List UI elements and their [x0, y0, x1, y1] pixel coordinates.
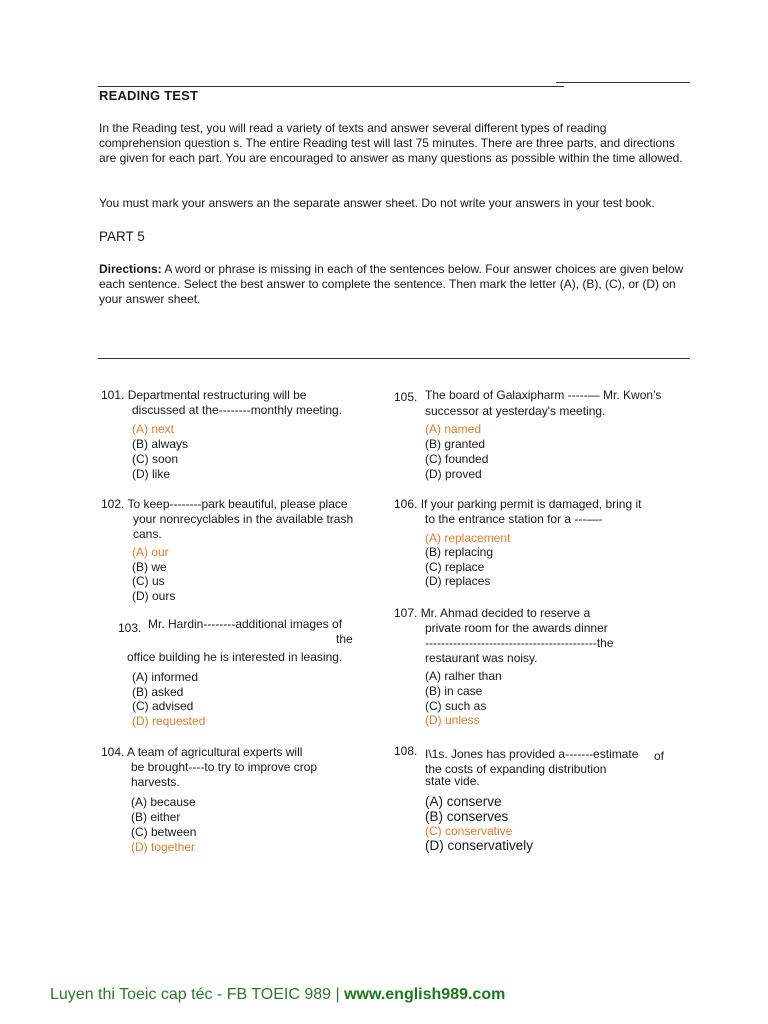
question-101 — [101, 388, 381, 418]
question-104 — [101, 745, 381, 790]
q101-option-a[interactable]: (A) next — [132, 422, 175, 436]
q103-option-d[interactable]: (D) requested — [132, 714, 206, 728]
q102-option-a[interactable]: (A) our — [132, 545, 169, 559]
q103-option-c[interactable]: (C) advised — [132, 699, 194, 713]
question-108-line1: I\1s. Jones has provided a-------estimate — [425, 747, 639, 761]
directions-label: Directions: — [99, 262, 162, 276]
page-title: READING TEST — [99, 88, 199, 103]
q105-option-d[interactable]: (D) proved — [425, 467, 482, 481]
q102-option-c[interactable]: (C) us — [132, 574, 165, 588]
question-103-number: 103. — [118, 621, 142, 635]
question-107-line1: 107. Mr. Ahmad decided to reserve a — [394, 606, 591, 620]
instruction-paragraph: You must mark your answers an the separate answer sheet. Do not write your answers in your test book. — [99, 196, 655, 210]
question-105-number: 105. — [394, 390, 418, 404]
question-108-number: 108. — [394, 744, 418, 758]
question-105-line1: The board of Galaxipharm -----— Mr. Kwon's — [425, 388, 662, 402]
question-102-line1: 102. To keep--------park beautiful, please place — [101, 497, 348, 511]
question-103-line1: Mr. Hardin--------additional images of — [148, 617, 343, 631]
question-102-line3: cans. — [133, 527, 162, 541]
part-heading: PART 5 — [99, 229, 145, 244]
q107-option-a[interactable]: (A) ralher than — [425, 669, 502, 683]
question-103-line1b: the — [336, 632, 353, 646]
q106-option-b[interactable]: (B) replacing — [425, 545, 494, 559]
question-101-line2: discussed at the--------monthly meeting. — [132, 403, 343, 417]
question-107-line4: restaurant was noisy. — [425, 651, 538, 665]
question-104-line3: harvests. — [131, 775, 180, 789]
footer-text: Luyen thi Toeic cap téc - FB TOEIC 989 | — [50, 986, 345, 1003]
q104-option-d[interactable]: (D) together — [131, 840, 196, 854]
q108-option-c[interactable]: (C) conservative — [425, 824, 513, 838]
q106-option-a[interactable]: (A) replacement — [425, 531, 511, 545]
q108-option-b[interactable]: (B) conserves — [425, 809, 509, 824]
directions-paragraph — [99, 262, 691, 307]
q105-option-b[interactable]: (B) granted — [425, 437, 486, 451]
q104-option-a[interactable]: (A) because — [131, 795, 196, 809]
q107-option-c[interactable]: (C) such as — [425, 699, 487, 713]
q106-option-c[interactable]: (C) replace — [425, 560, 485, 574]
question-108-line3: state vide. — [425, 774, 480, 788]
question-105-line2: successor at yesterday's meeting. — [425, 404, 606, 418]
q101-option-b[interactable]: (B) always — [132, 437, 189, 451]
question-108-line1b: of — [654, 749, 665, 763]
q105-option-c[interactable]: (C) founded — [425, 452, 489, 466]
question-101-line1: 101. Departmental restructuring will be — [101, 388, 307, 402]
footer — [50, 986, 505, 1004]
question-106-line1: 106. If your parking permit is damaged, bring it — [394, 497, 642, 511]
section-divider — [98, 358, 690, 359]
question-106 — [394, 497, 694, 527]
q107-option-b[interactable]: (B) in case — [425, 684, 483, 698]
q104-option-c[interactable]: (C) between — [131, 825, 197, 839]
top-rule — [98, 86, 564, 87]
q108-option-a[interactable]: (A) conserve — [425, 794, 502, 809]
question-107-line3: -------------------------------------------the — [425, 636, 614, 650]
question-108-line2: the costs of expanding distribution — [425, 762, 607, 776]
question-107 — [394, 606, 694, 666]
q102-option-b[interactable]: (B) we — [132, 560, 167, 574]
footer-link[interactable]: www.english989.com — [344, 986, 506, 1003]
q103-option-b[interactable]: (B) asked — [132, 685, 184, 699]
question-104-line1: 104. A team of agricultural experts will — [101, 745, 303, 759]
question-102 — [101, 497, 391, 542]
directions-text: A word or phrase is missing in each of the sentences below. Four answer choices are given below each sentence. Select the best answer to complete the sentence. Then mark the letter (A), (B), (C), or (D) on your answer sheet. — [99, 262, 684, 306]
q103-option-a[interactable]: (A) informed — [132, 670, 199, 684]
top-rule-right — [556, 82, 690, 83]
q106-option-d[interactable]: (D) replaces — [425, 574, 491, 588]
q101-option-d[interactable]: (D) like — [132, 467, 170, 481]
question-106-line2: to the entrance station for a ---—- — [425, 512, 603, 526]
q101-option-c[interactable]: (C) soon — [132, 452, 179, 466]
intro-paragraph: In the Reading test, you will read a variety of texts and answer several different types of reading comprehension question s. The entire Reading test will last 75 minutes. There are three parts, and directions are given for each part. You are encouraged to answer as many questions as possible within the time allowed. — [99, 121, 683, 165]
question-103-line2: office building he is interested in leasing. — [127, 650, 343, 664]
q107-option-d[interactable]: (D) unless — [425, 713, 480, 727]
q102-option-d[interactable]: (D) ours — [132, 589, 176, 603]
q105-option-a[interactable]: (A) named — [425, 422, 482, 436]
question-107-line2: private room for the awards dinner — [425, 621, 608, 635]
q108-option-d[interactable]: (D) conservatively — [425, 838, 534, 853]
question-104-line2: be brought----to try to improve crop — [131, 760, 318, 774]
q104-option-b[interactable]: (B) either — [131, 810, 181, 824]
question-102-line2: your nonrecyclables in the available trash — [133, 512, 354, 526]
